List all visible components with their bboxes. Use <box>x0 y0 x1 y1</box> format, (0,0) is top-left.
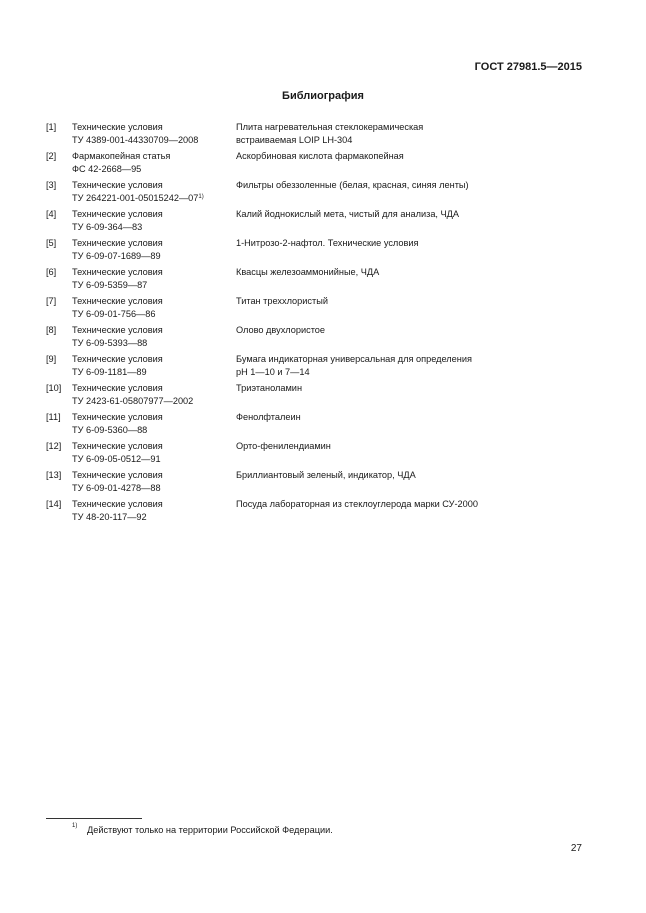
bibliography-entry <box>46 179 586 208</box>
entry-number: [12] <box>46 441 62 451</box>
footnote-divider <box>46 818 142 819</box>
entry-description <box>236 237 586 266</box>
entry-source <box>72 266 236 295</box>
entry-source-code-line <box>72 279 236 292</box>
entry-number: [8] <box>46 325 57 335</box>
entry-source-type: Технические условия <box>72 122 163 132</box>
entry-description <box>236 382 586 411</box>
entry-source-code-line <box>72 192 236 205</box>
entry-description-line: Калий йоднокислый мета, чистый для анализа, ЧДА <box>236 209 460 219</box>
entry-source <box>72 237 236 266</box>
entry-description-line: Квасцы железоаммонийные, ЧДА <box>236 267 380 277</box>
entry-source-code: ТУ 6-09-05-0512—91 <box>72 453 161 464</box>
entry-number: [10] <box>46 383 62 393</box>
entry-source-code: ТУ 6-09-364—83 <box>72 221 143 232</box>
entry-source <box>72 179 236 208</box>
entry-description-line: Плита нагревательная стеклокерамическая <box>236 122 424 132</box>
entry-description-line: Орто-фенилендиамин <box>236 441 331 451</box>
entry-description-line: 1-Нитрозо-2-нафтол. Технические условия <box>236 238 419 248</box>
entry-description <box>236 353 586 382</box>
entry-source <box>72 498 236 527</box>
entry-source-type: Технические условия <box>72 412 163 422</box>
entry-description-line: встраиваемая LOIP LH-304 <box>236 134 353 145</box>
entry-number: [1] <box>46 122 57 132</box>
entry-source <box>72 324 236 353</box>
bibliography-entry <box>46 208 586 237</box>
entry-source <box>72 150 236 179</box>
entry-source-type: Технические условия <box>72 354 163 364</box>
entry-number: [7] <box>46 296 57 306</box>
entry-source-code-line <box>72 511 236 524</box>
entry-source <box>72 469 236 498</box>
entry-source-type: Технические условия <box>72 238 163 248</box>
entry-description <box>236 150 586 179</box>
bibliography-entry <box>46 295 586 324</box>
entry-source-code: ТУ 6-09-5393—88 <box>72 337 148 348</box>
entry-source-type: Технические условия <box>72 441 163 451</box>
bibliography-entry <box>46 237 586 266</box>
entry-source-code: ТУ 6-09-5360—88 <box>72 424 148 435</box>
footnote <box>72 825 333 835</box>
entry-number: [13] <box>46 470 62 480</box>
entry-source-type: Технические условия <box>72 470 163 480</box>
entry-source-code-line <box>72 134 236 147</box>
entry-source-code: ТУ 48-20-117—92 <box>72 511 147 522</box>
entry-description <box>236 469 586 498</box>
entry-number: [14] <box>46 499 62 509</box>
entry-description <box>236 179 586 208</box>
entry-source-type: Технические условия <box>72 325 163 335</box>
entry-source-code: ТУ 264221-001-05015242—07 <box>72 192 199 203</box>
entry-source <box>72 121 236 150</box>
entry-source <box>72 353 236 382</box>
entry-description <box>236 440 586 469</box>
entry-description-line: Триэтаноламин <box>236 383 303 393</box>
entry-source-code-line <box>72 424 236 437</box>
entry-description-line: Посуда лабораторная из стеклоуглерода марки СУ-2000 <box>236 499 478 509</box>
entry-source <box>72 208 236 237</box>
entry-source-code-line <box>72 366 236 379</box>
standard-number: ГОСТ 27981.5—2015 <box>474 61 582 73</box>
entry-number: [3] <box>46 180 57 190</box>
entry-source-type: Технические условия <box>72 383 163 393</box>
bibliography-entry <box>46 266 586 295</box>
entry-number: [9] <box>46 354 57 364</box>
entry-source-code: ТУ 2423-61-05807977—2002 <box>72 395 194 406</box>
entry-description <box>236 208 586 237</box>
bibliography-list <box>46 121 586 527</box>
bibliography-entry <box>46 411 586 440</box>
entry-source-code-line <box>72 395 236 408</box>
page-title: Библиография <box>282 90 364 102</box>
footnote-text: Действуют только на территории Российской Федерации. <box>87 825 333 835</box>
footnote-reference: 1) <box>198 193 204 200</box>
entry-source-code-line <box>72 163 236 176</box>
entry-source-code: ТУ 4389-001-44330709—2008 <box>72 134 199 145</box>
entry-description <box>236 266 586 295</box>
entry-description <box>236 498 586 527</box>
entry-description-line: Аскорбиновая кислота фармакопейная <box>236 151 404 161</box>
bibliography-entry <box>46 324 586 353</box>
page-number: 27 <box>570 843 582 854</box>
entry-description-line: Бумага индикаторная универсальная для определения <box>236 354 472 364</box>
entry-description-line: Олово двухлористое <box>236 325 326 335</box>
entry-description-line: Фенолфталеин <box>236 412 301 422</box>
bibliography-entry <box>46 353 586 382</box>
entry-source-code-line <box>72 221 236 234</box>
entry-description-line: Титан треххлористый <box>236 296 328 306</box>
bibliography-entry <box>46 150 586 179</box>
entry-description <box>236 121 586 150</box>
bibliography-entry <box>46 382 586 411</box>
entry-source <box>72 411 236 440</box>
entry-source-code: ФС 42-2668—95 <box>72 163 142 174</box>
entry-description-line: Бриллиантовый зеленый, индикатор, ЧДА <box>236 470 416 480</box>
entry-number: [2] <box>46 151 57 161</box>
entry-source-code-line <box>72 337 236 350</box>
entry-number: [5] <box>46 238 57 248</box>
bibliography-entry <box>46 469 586 498</box>
entry-number: [4] <box>46 209 57 219</box>
entry-source-code-line <box>72 250 236 263</box>
footnote-mark: 1) <box>72 823 78 829</box>
entry-source <box>72 440 236 469</box>
bibliography-entry <box>46 440 586 469</box>
entry-source-type: Технические условия <box>72 180 163 190</box>
entry-source <box>72 295 236 324</box>
entry-source-code-line <box>72 453 236 466</box>
entry-source-code: ТУ 6-09-01-4278—88 <box>72 482 161 493</box>
entry-description <box>236 324 586 353</box>
entry-source-code: ТУ 6-09-1181—89 <box>72 366 147 377</box>
entry-source-code: ТУ 6-09-5359—87 <box>72 279 148 290</box>
entry-source-code: ТУ 6-09-07-1689—89 <box>72 250 161 261</box>
entry-description <box>236 295 586 324</box>
entry-source-type: Фармакопейная статья <box>72 151 171 161</box>
entry-source-code: ТУ 6-09-01-756—86 <box>72 308 156 319</box>
entry-number: [6] <box>46 267 57 277</box>
entry-description-line: pH 1—10 и 7—14 <box>236 366 310 377</box>
entry-source-code-line <box>72 482 236 495</box>
entry-source <box>72 382 236 411</box>
entry-description-line: Фильтры обеззоленные (белая, красная, синяя ленты) <box>236 180 469 190</box>
entry-source-type: Технические условия <box>72 296 163 306</box>
entry-description <box>236 411 586 440</box>
entry-source-code-line <box>72 308 236 321</box>
entry-source-type: Технические условия <box>72 267 163 277</box>
entry-number: [11] <box>46 412 61 422</box>
entry-source-type: Технические условия <box>72 209 163 219</box>
bibliography-entry <box>46 498 586 527</box>
entry-source-type: Технические условия <box>72 499 163 509</box>
bibliography-entry <box>46 121 586 150</box>
